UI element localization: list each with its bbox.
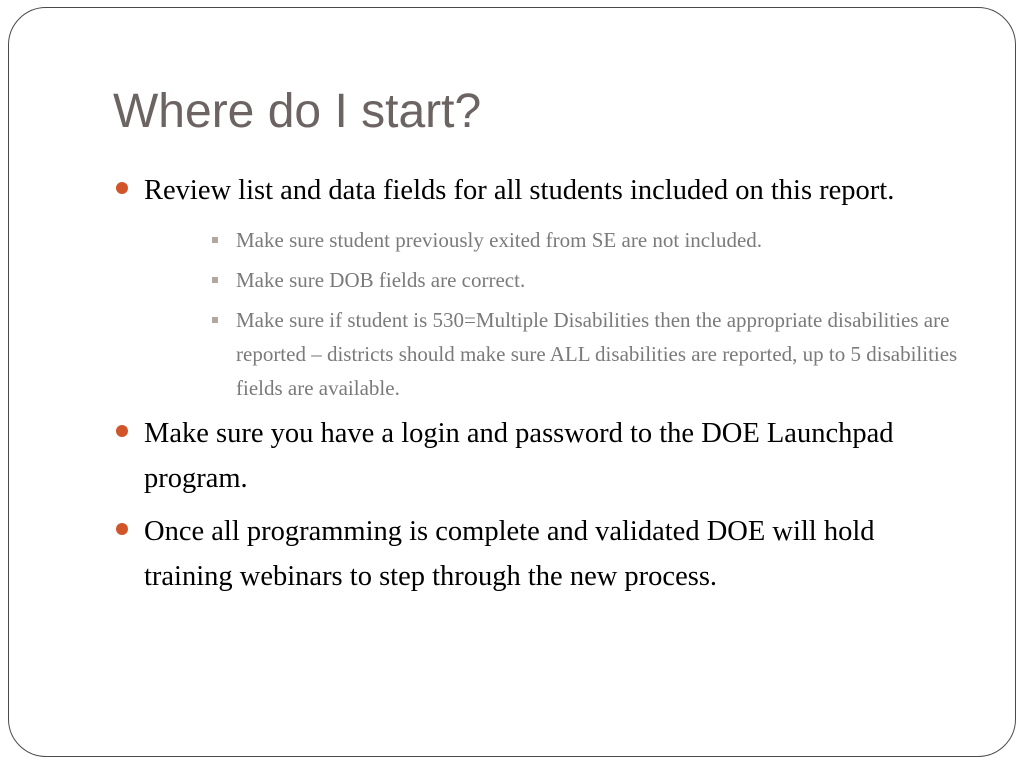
square-bullet-icon (212, 317, 218, 323)
bullet-text: Make sure you have a login and password to the DOE Launchpad program. (144, 418, 894, 494)
sub-bullet-text: Make sure DOB fields are correct. (236, 268, 526, 292)
slide-title: Where do I start? (113, 85, 482, 138)
sub-bullet-list (112, 223, 962, 405)
bullet-dot-icon (116, 425, 128, 437)
sub-bullet-item (112, 263, 962, 297)
sub-bullet-text: Make sure student previously exited from SE are not included. (236, 228, 763, 252)
square-bullet-icon (212, 277, 218, 283)
bullet-item-training (112, 509, 962, 599)
sub-bullet-item (112, 223, 962, 257)
slide-content (112, 168, 962, 599)
square-bullet-icon (212, 237, 218, 243)
sub-bullet-text: Make sure if student is 530=Multiple Disabilities then the appropriate disabilities are reported – districts should make sure ALL disabilities are reported, up to 5 disabilities fields are available. (236, 308, 958, 400)
bullet-dot-icon (116, 523, 128, 535)
bullet-dot-icon (116, 182, 128, 194)
bullet-item-review (112, 168, 962, 213)
sub-bullet-item (112, 303, 962, 405)
bullet-text: Once all programming is complete and validated DOE will hold training webinars to step through the new process. (144, 516, 875, 592)
bullet-text: Review list and data fields for all students included on this report. (144, 175, 895, 206)
bullet-item-login (112, 411, 962, 501)
